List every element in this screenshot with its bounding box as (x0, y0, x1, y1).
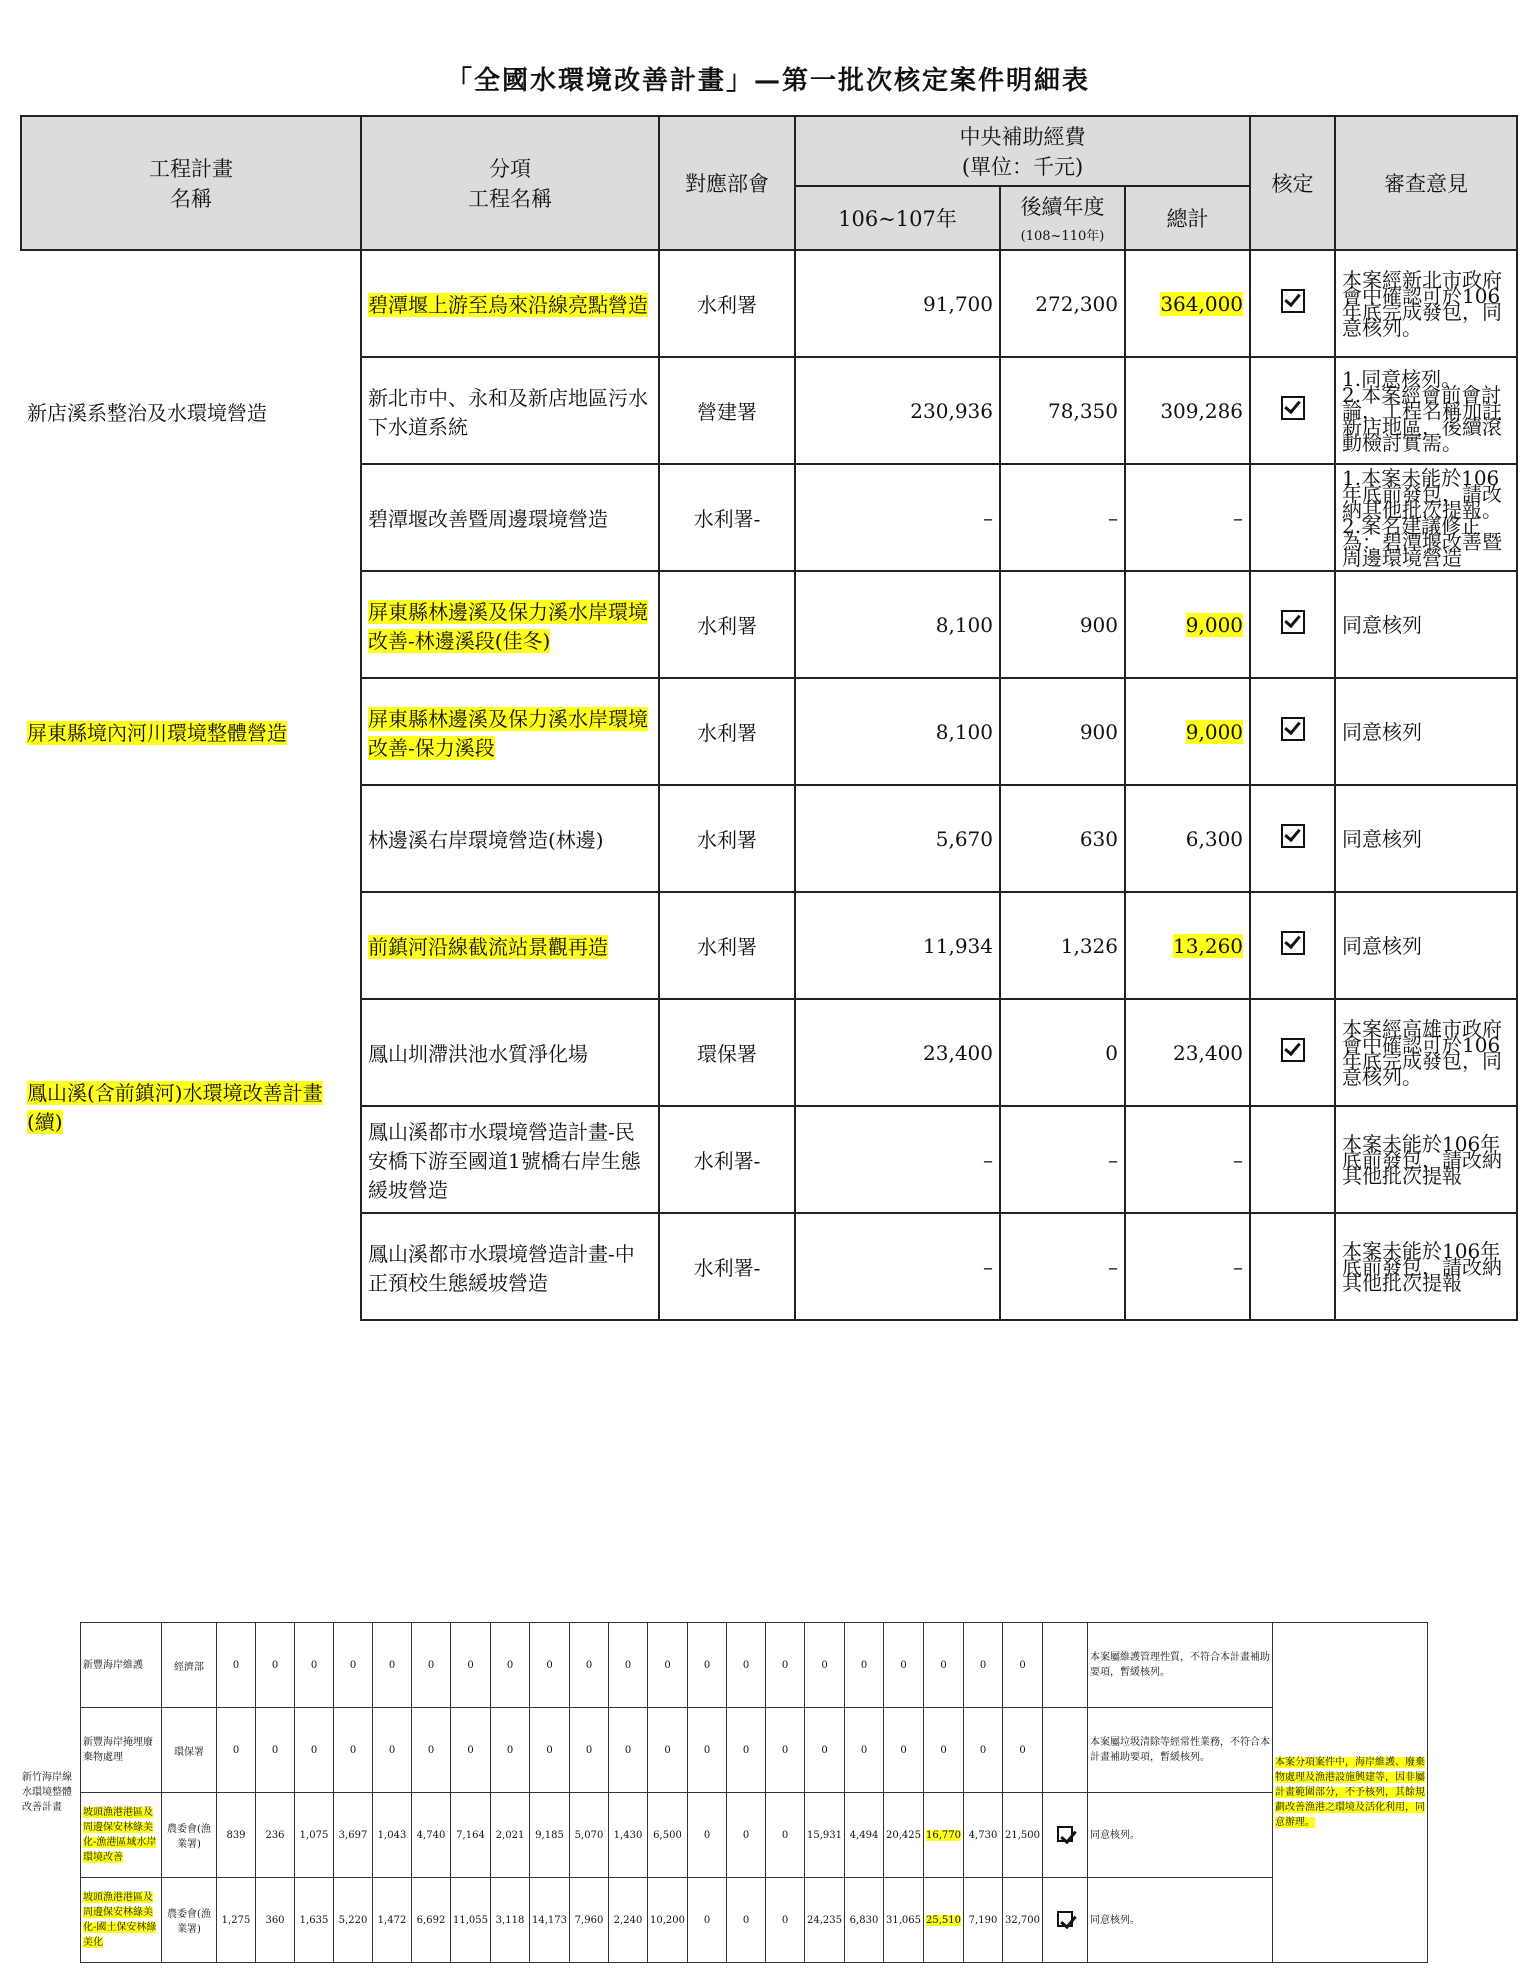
highlight-mark: 364,000 (1160, 291, 1244, 316)
funding-y2: – (1000, 464, 1125, 571)
small-value: 15,931 (805, 1793, 845, 1878)
small-value: 0 (530, 1623, 570, 1708)
department: 水利署- (659, 1213, 795, 1320)
small-value: 1,635 (295, 1878, 334, 1963)
checkbox-checked-icon (1281, 610, 1305, 634)
col-review-header: 審查意見 (1335, 116, 1517, 250)
small-value: 6,830 (845, 1878, 884, 1963)
small-value: 0 (570, 1623, 609, 1708)
small-dept: 經濟部 (162, 1623, 217, 1708)
small-value: 0 (688, 1793, 727, 1878)
small-table-row (20, 1878, 1428, 1963)
small-value: 7,960 (570, 1878, 609, 1963)
small-table-row (20, 1623, 1428, 1708)
col-y2-header (1000, 186, 1125, 250)
col-y2-label: 後續年度 (1020, 195, 1105, 219)
small-value: 6,692 (412, 1878, 451, 1963)
small-value: 839 (217, 1793, 256, 1878)
small-value: 0 (805, 1708, 845, 1793)
approved-cell (1250, 571, 1335, 678)
highlight-mark: 25,510 (926, 1914, 961, 1926)
funding-y1: 23,400 (795, 999, 1000, 1106)
sub-project-name (361, 571, 659, 678)
highlight-mark: 本案分項案件中，海岸維護、廢棄物處理及漁港設施興建等，因非屬計畫範圍部分，不予核列，其餘規劃改善漁港之環境及活化利用，同意辦理。 (1275, 1757, 1425, 1828)
funding-y1: – (795, 464, 1000, 571)
highlight-mark: 屏東縣境內河川環境整體營造 (27, 721, 287, 745)
small-value: 0 (845, 1708, 884, 1793)
small-value: 0 (964, 1623, 1003, 1708)
small-sub-name (81, 1793, 162, 1878)
sub-project-name: 鳳山圳滯洪池水質淨化場 (361, 999, 659, 1106)
highlight-mark: 碧潭堰上游至烏來沿線亮點營造 (368, 293, 648, 317)
checkbox-checked-icon (1281, 1038, 1305, 1062)
approved-cell (1250, 892, 1335, 999)
small-value: 0 (373, 1623, 412, 1708)
small-review: 本案屬垃圾清除等經常性業務，不符合本計畫補助要項，暫緩核列。 (1088, 1708, 1273, 1793)
small-value: 0 (845, 1623, 884, 1708)
small-value: 1,075 (295, 1793, 334, 1878)
col-dept-header: 對應部會 (659, 116, 795, 250)
small-dept: 農委會(漁業署) (162, 1878, 217, 1963)
small-approved (1043, 1878, 1088, 1963)
small-value: 0 (570, 1708, 609, 1793)
department: 水利署 (659, 250, 795, 357)
small-value: 4,494 (845, 1793, 884, 1878)
small-value: 0 (688, 1878, 727, 1963)
funding-total (1125, 678, 1250, 785)
project-name (21, 571, 361, 892)
review-comment: 1.本案未能於106年底前發包，請改納其他批次提報。 2.案名建議修正為：碧潭堰改善暨周邊環境營造 (1335, 464, 1517, 571)
funding-total: 23,400 (1125, 999, 1250, 1106)
col-total-header: 總計 (1125, 186, 1250, 250)
small-dept: 農委會(漁業署) (162, 1793, 217, 1878)
review-comment: 同意核列 (1335, 571, 1517, 678)
approved-cell (1250, 464, 1335, 571)
funding-y1: 91,700 (795, 250, 1000, 357)
department: 水利署- (659, 464, 795, 571)
small-value: 0 (766, 1793, 805, 1878)
small-value: 3,697 (334, 1793, 373, 1878)
funding-total: 6,300 (1125, 785, 1250, 892)
department: 水利署 (659, 571, 795, 678)
small-value: 0 (217, 1623, 256, 1708)
small-value: 0 (491, 1708, 530, 1793)
highlight-mark: 鳳山溪(含前鎮河)水環境改善計畫(續) (27, 1081, 323, 1134)
small-value: 14,173 (530, 1878, 570, 1963)
funding-y1: – (795, 1106, 1000, 1213)
funding-y2: 0 (1000, 999, 1125, 1106)
funding-y2: 78,350 (1000, 357, 1125, 464)
small-value: 0 (884, 1623, 924, 1708)
small-value: 5,070 (570, 1793, 609, 1878)
checkbox-checked-icon (1057, 1911, 1073, 1927)
sub-project-name: 鳳山溪都市水環境營造計畫-中正預校生態緩坡營造 (361, 1213, 659, 1320)
small-value: 7,190 (964, 1878, 1003, 1963)
sub-project-name (361, 892, 659, 999)
review-comment: 本案經高雄市政府會中確認可於106年底完成發包，同意核列。 (1335, 999, 1517, 1106)
small-value: 0 (766, 1708, 805, 1793)
highlight-mark: 坡頭漁港港區及周邊保安林綠美化-國土保安林綠美化 (83, 1892, 157, 1948)
small-value: 1,275 (217, 1878, 256, 1963)
small-value: 0 (727, 1708, 766, 1793)
funding-y1: 8,100 (795, 678, 1000, 785)
small-value: 0 (412, 1623, 451, 1708)
small-value: 20,425 (884, 1793, 924, 1878)
small-value: 0 (412, 1708, 451, 1793)
small-value: 0 (805, 1623, 845, 1708)
small-value: 0 (295, 1623, 334, 1708)
col-funding-header: 中央補助經費 (單位：千元) (795, 116, 1250, 186)
small-value: 3,118 (491, 1878, 530, 1963)
col-sub-header: 分項 工程名稱 (361, 116, 659, 250)
small-value: 0 (334, 1623, 373, 1708)
small-value: 0 (451, 1623, 491, 1708)
table-row (21, 892, 1517, 999)
small-value: 0 (688, 1623, 727, 1708)
small-value: 0 (1003, 1708, 1043, 1793)
funding-total: – (1125, 464, 1250, 571)
funding-y1: – (795, 1213, 1000, 1320)
small-value: 0 (727, 1878, 766, 1963)
small-value: 9,185 (530, 1793, 570, 1878)
small-value: 0 (609, 1623, 648, 1708)
funding-total: 309,286 (1125, 357, 1250, 464)
small-value: 1,472 (373, 1878, 412, 1963)
funding-total (1125, 571, 1250, 678)
small-table-row (20, 1793, 1428, 1878)
small-value: 4,740 (412, 1793, 451, 1878)
funding-y1: 11,934 (795, 892, 1000, 999)
small-value: 24,235 (805, 1878, 845, 1963)
highlight-mark: 16,770 (926, 1829, 961, 1841)
funding-y2: 630 (1000, 785, 1125, 892)
department: 水利署 (659, 785, 795, 892)
checkbox-checked-icon (1281, 396, 1305, 420)
small-value: 21,500 (1003, 1793, 1043, 1878)
small-value: 360 (256, 1878, 295, 1963)
checkbox-checked-icon (1281, 931, 1305, 955)
case-table (20, 115, 1518, 1321)
checkbox-checked-icon (1281, 289, 1305, 313)
small-value: 0 (256, 1623, 295, 1708)
small-value: 0 (295, 1708, 334, 1793)
small-value: 0 (648, 1708, 688, 1793)
department: 營建署 (659, 357, 795, 464)
department: 水利署 (659, 678, 795, 785)
small-value: 0 (924, 1623, 964, 1708)
funding-total (1125, 250, 1250, 357)
col-y1-header: 106~107年 (795, 186, 1000, 250)
small-value: 0 (648, 1623, 688, 1708)
review-comment: 1.同意核列。 2.本案經會前會討論，工程名稱加註新店地區，後續滾動檢討實需。 (1335, 357, 1517, 464)
side-note (1273, 1623, 1428, 1963)
page-title: 「全國水環境改善計畫」—第一批次核定案件明細表 (445, 66, 1090, 96)
small-value: 4,730 (964, 1793, 1003, 1878)
small-value: 5,220 (334, 1878, 373, 1963)
small-value: 0 (766, 1623, 805, 1708)
small-value: 0 (884, 1708, 924, 1793)
small-value: 0 (924, 1708, 964, 1793)
small-value (924, 1793, 964, 1878)
sub-project-name (361, 678, 659, 785)
small-table-row (20, 1708, 1428, 1793)
funding-y1: 8,100 (795, 571, 1000, 678)
small-value: 6,500 (648, 1793, 688, 1878)
highlight-mark: 屏東縣林邊溪及保力溪水岸環境改善-保力溪段 (368, 706, 648, 760)
review-comment: 本案未能於106年底前發包，請改納其他批次提報 (1335, 1213, 1517, 1320)
funding-y2: – (1000, 1106, 1125, 1213)
small-value: 0 (256, 1708, 295, 1793)
sub-project-name: 鳳山溪都市水環境營造計畫-民安橋下游至國道1號橋右岸生態緩坡營造 (361, 1106, 659, 1213)
small-approved (1043, 1708, 1088, 1793)
small-value: 7,164 (451, 1793, 491, 1878)
small-value: 0 (1003, 1623, 1043, 1708)
small-value: 2,240 (609, 1878, 648, 1963)
small-value: 2,021 (491, 1793, 530, 1878)
small-value: 0 (334, 1708, 373, 1793)
funding-y1: 5,670 (795, 785, 1000, 892)
highlight-mark: 坡頭漁港港區及周邊保安林綠美化-漁港區域水岸環境改善 (83, 1807, 157, 1863)
small-approved (1043, 1793, 1088, 1878)
funding-total: – (1125, 1213, 1250, 1320)
table-row (21, 571, 1517, 678)
small-value: 0 (373, 1708, 412, 1793)
approved-cell (1250, 357, 1335, 464)
funding-y2: 900 (1000, 678, 1125, 785)
review-comment: 本案經新北市政府會中確認可於106年底完成發包，同意核列。 (1335, 250, 1517, 357)
department: 水利署- (659, 1106, 795, 1213)
small-value: 0 (217, 1708, 256, 1793)
checkbox-checked-icon (1281, 824, 1305, 848)
highlight-mark: 9,000 (1185, 612, 1244, 637)
small-sub-name: 新豐海岸掩埋廢棄物處理 (81, 1708, 162, 1793)
small-value: 11,055 (451, 1878, 491, 1963)
sub-project-name (361, 250, 659, 357)
col-y2-sub: (108~110年) (1020, 229, 1105, 244)
small-sub-name (81, 1878, 162, 1963)
funding-y2: 1,326 (1000, 892, 1125, 999)
funding-total: – (1125, 1106, 1250, 1213)
table-row (21, 250, 1517, 357)
small-value: 0 (530, 1708, 570, 1793)
funding-y1: 230,936 (795, 357, 1000, 464)
sub-project-name: 碧潭堰改善暨周邊環境營造 (361, 464, 659, 571)
review-comment: 本案未能於106年底前發包，請改納其他批次提報 (1335, 1106, 1517, 1213)
highlight-mark: 屏東縣林邊溪及保力溪水岸環境改善-林邊溪段(佳冬) (368, 599, 648, 653)
review-comment: 同意核列 (1335, 678, 1517, 785)
funding-y2: – (1000, 1213, 1125, 1320)
department: 環保署 (659, 999, 795, 1106)
highlight-mark: 9,000 (1185, 719, 1244, 744)
funding-total (1125, 892, 1250, 999)
col-project-header: 工程計畫 名稱 (21, 116, 361, 250)
approved-cell (1250, 1106, 1335, 1213)
small-dept: 環保署 (162, 1708, 217, 1793)
highlight-mark: 前鎮河沿線截流站景觀再造 (368, 935, 608, 959)
department: 水利署 (659, 892, 795, 999)
approved-cell (1250, 1213, 1335, 1320)
small-approved (1043, 1623, 1088, 1708)
small-value: 0 (609, 1708, 648, 1793)
small-value: 0 (451, 1708, 491, 1793)
small-value (924, 1878, 964, 1963)
small-detail-table (20, 1622, 1428, 1963)
approved-cell (1250, 678, 1335, 785)
small-value: 0 (766, 1878, 805, 1963)
small-value: 0 (964, 1708, 1003, 1793)
checkbox-checked-icon (1281, 717, 1305, 741)
funding-y2: 272,300 (1000, 250, 1125, 357)
sub-project-name: 新北市中、永和及新店地區污水下水道系統 (361, 357, 659, 464)
checkbox-checked-icon (1057, 1826, 1073, 1842)
small-value: 0 (491, 1623, 530, 1708)
col-approved-header: 核定 (1250, 116, 1335, 250)
sub-project-name: 林邊溪右岸環境營造(林邊) (361, 785, 659, 892)
funding-y2: 900 (1000, 571, 1125, 678)
small-value: 236 (256, 1793, 295, 1878)
small-review: 本案屬維護管理性質，不符合本計畫補助要項，暫緩核列。 (1088, 1623, 1273, 1708)
highlight-mark: 13,260 (1173, 933, 1244, 958)
small-value: 32,700 (1003, 1878, 1043, 1963)
approved-cell (1250, 250, 1335, 357)
small-review: 同意核列。 (1088, 1878, 1273, 1963)
small-value: 0 (688, 1708, 727, 1793)
project-name (21, 892, 361, 1320)
review-comment: 同意核列 (1335, 892, 1517, 999)
small-value: 10,200 (648, 1878, 688, 1963)
approved-cell (1250, 999, 1335, 1106)
small-sub-name: 新豐海岸維護 (81, 1623, 162, 1708)
small-value: 0 (727, 1623, 766, 1708)
small-value: 31,065 (884, 1878, 924, 1963)
approved-cell (1250, 785, 1335, 892)
small-project-name: 新竹海岸線水環境整體改善計畫 (22, 1772, 72, 1813)
review-comment: 同意核列 (1335, 785, 1517, 892)
small-value: 0 (727, 1793, 766, 1878)
small-review: 同意核列。 (1088, 1793, 1273, 1878)
small-value: 1,430 (609, 1793, 648, 1878)
project-name: 新店溪系整治及水環境營造 (21, 250, 361, 571)
small-value: 1,043 (373, 1793, 412, 1878)
